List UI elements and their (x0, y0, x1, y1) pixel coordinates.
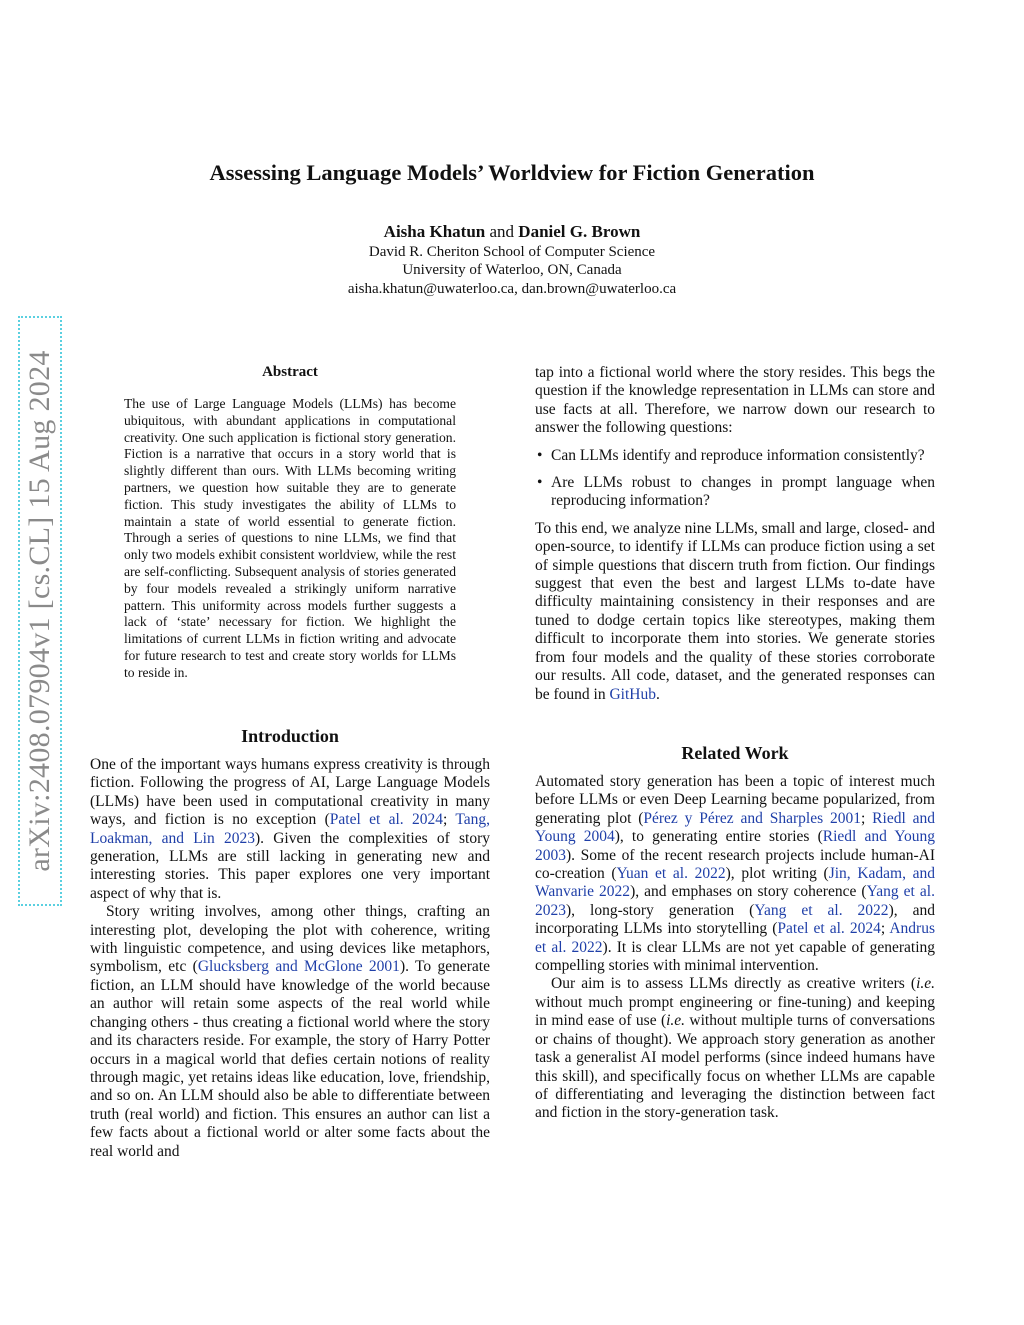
citation-link[interactable]: Pérez y Pérez and Sharples 2001 (643, 809, 861, 827)
related-work-heading: Related Work (681, 743, 789, 763)
citation-link[interactable]: Yang et al. 2023 (535, 883, 935, 919)
citation-link[interactable]: Glucksberg and McGlone 2001 (197, 958, 400, 976)
citation-link[interactable]: Yang et al. 2022 (754, 901, 889, 919)
citation-link[interactable]: Riedl and Young 2004 (535, 809, 935, 846)
research-questions-list (535, 447, 935, 511)
citation-link[interactable]: Riedl and Young 2003 (535, 828, 935, 864)
citation-link[interactable]: Patel et al. 2024 (329, 811, 443, 829)
list-item: • Are LLMs robust to changes in prompt language when reproducing information? (537, 474, 935, 510)
list-item: • Can LLMs identify and reproduce information consistently? (537, 446, 925, 464)
abstract-paragraph: The use of Large Language Models (LLMs) has become ubiquitous, with abundant applications in computational creativity. One such application is fictional story generation. Fiction is a narrative that occurs in a story world that is slightly different than ours. With LLMs becoming writing partners, we question how suitable they are to generate fiction. This study investigates the ability of LLMs to maintain a state of world essential to generate fiction. Through a series of questions to nine LLMs, we find that only two models exhibit consistent worldview, while the rest are self-conflicting. Subsequent analysis of stories generated by four models revealed a strikingly uniform narrative pattern. This uniformity across models further suggests a lack of ‘state’ necessary for fiction. We highlight the limitations of current LLMs in fiction writing and advocate for future research to test and create story worlds for LLMs to reside in. (124, 396, 456, 680)
github-link[interactable]: GitHub (609, 685, 656, 703)
intro-paragraph-2: Story writing involves, among other things, crafting an interesting plot, developing the plot with coherence, writing with linguistic competence, and using devices like metaphors, symbolism, etc (Glucksberg and McGlone 2001). To generate fiction, an LLM should have knowledge of the world because an author will retain some aspects of the real world while changing others - thus creating a fictional world where the story and its characters reside. For example, the story of Harry Potter occurs in a magical world that defies certain notions of reality through magic, yet retains ideas like education, love, friendship, and so on. An LLM should also be able to differentiate between truth (real world) and fiction. This ensures an author can list a few facts about a fictional world or alter some facts about the real world and (90, 903, 490, 1160)
affiliation-dept: David R. Cheriton School of Computer Science (368, 244, 656, 260)
author-conjunction: and (489, 222, 515, 241)
related-paragraph-1: Automated story generation has been a topic of interest much before LLMs or even Deep Learning became popularized, from generating plot (Pérez y Pérez and Sharples 2001; Riedl and Young 2004), to generating entire stories (Riedl and Young 2003). Some of the recent research projects include human-AI co-creation (Yuan et al. 2022), plot writing (Jin, Kadam, and Wanvarie 2022), and emphases on story coherence (Yang et al. 2023), long-story generation (Yang et al. 2022), and incorporating LLMs into storytelling (Patel et al. 2024; Andrus et al. 2022). It is clear LLMs are not yet capable of generating compelling stories with minimal intervention. (535, 773, 936, 975)
author-name: Aisha Khatun (383, 222, 486, 241)
arxiv-stamp: arXiv:2408.07904v1 [cs.CL] 15 Aug 2024 (23, 350, 56, 872)
intro-paragraph-continued: tap into a fictional world where the story resides. This begs the question if the knowledge representation in LLMs can store and use facts at all. Therefore, we narrow down our research to answer the following questions: (535, 364, 935, 437)
author-emails: aisha.khatun@uwaterloo.ca, dan.brown@uwaterloo.ca (347, 281, 677, 297)
citation-link[interactable]: Andrus et al. 2022 (535, 920, 935, 956)
citation-link[interactable]: Yuan et al. 2022 (616, 865, 726, 883)
citation-link[interactable]: Patel et al. 2024 (777, 920, 881, 938)
citation-link[interactable]: Jin, Kadam, and Wanvarie 2022 (535, 865, 935, 901)
abstract-heading: Abstract (262, 364, 318, 380)
affiliation-university: University of Waterloo, ON, Canada (402, 262, 622, 278)
intro-paragraph-3: To this end, we analyze nine LLMs, small and large, closed- and open-source, to identify if LLMs can produce fiction using a set of simple questions that discern truth from fiction. Our findings suggest that even the best and largest LLMs to-date have difficulty maintaining consistency in their responses and are tuned to dodge certain topics like stereotypes, making them difficult to incorporate them into stories. We generate stories from four models and the quality of these stories corroborate our results. All code, dataset, and the generated responses can be found in GitHub. (535, 519, 935, 703)
related-paragraph-2: Our aim is to assess LLMs directly as creative writers (i.e. without much prompt engineering or fine-tuning) and keeping in mind ease of use (i.e. without multiple turns of conversations or chains of thought). We approach story generation as another task a generalist AI model performs (since indeed humans have this skill), and specifically focus on whether LLMs are capable of differentiating and leveraging the distinction between fact and fiction in the story-generation task. (535, 975, 935, 1122)
bullet-icon: • (537, 446, 543, 464)
author-line (0, 222, 1024, 242)
citation-link[interactable]: Tang, Loakman, and Lin 2023 (90, 811, 490, 847)
introduction-heading: Introduction (241, 726, 339, 746)
introduction-body (90, 756, 490, 1161)
intro-paragraph-1: One of the important ways humans express creativity is through fiction. Following the progress of AI, Large Language Models (LLMs) have been used in computational creativity in many ways, and fiction is no exception (Patel et al. 2024; Tang, Loakman, and Lin 2023). Given the complexities of story generation, LLMs are still lacking in generating new and interesting stories. This paper explores one very important aspect of why that is. (90, 756, 490, 902)
paper-title: Assessing Language Models’ Worldview for Fiction Generation (209, 160, 815, 185)
bullet-icon: • (537, 474, 543, 492)
author-name: Daniel G. Brown (518, 222, 641, 241)
related-work-body (535, 773, 935, 1123)
introduction-continued (535, 364, 935, 704)
abstract-text (124, 396, 456, 682)
